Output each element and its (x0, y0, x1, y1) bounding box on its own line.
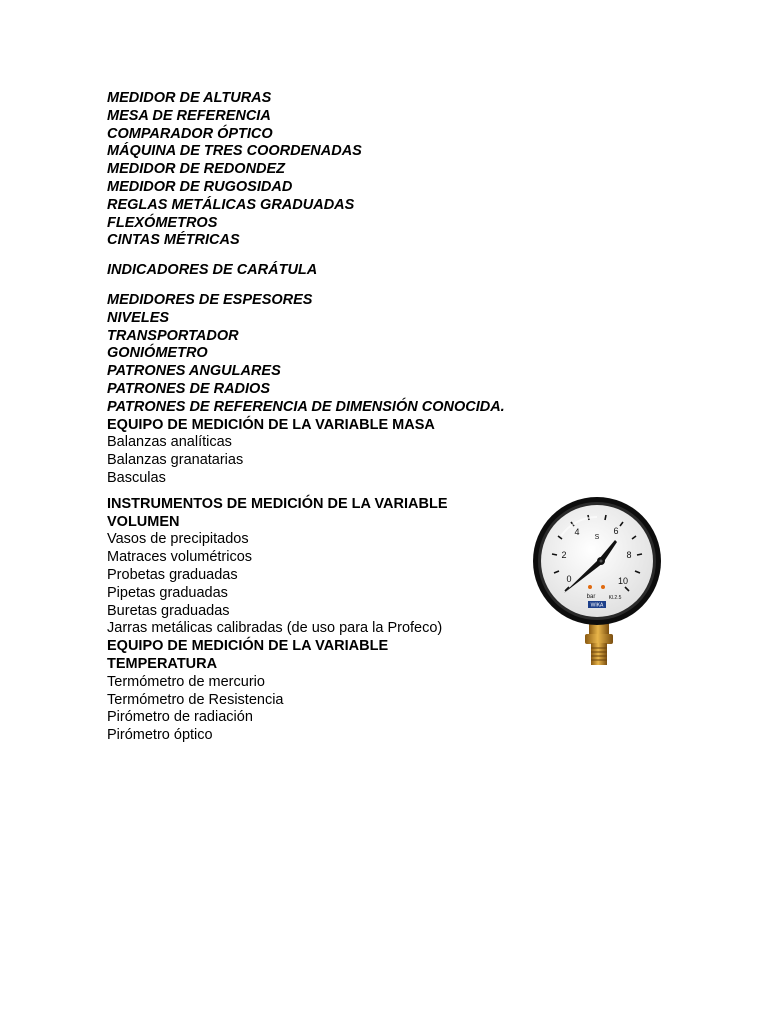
section-heading-mass: EQUIPO DE MEDICIÓN DE LA VARIABLE MASA (107, 416, 435, 433)
volume-section (107, 496, 527, 638)
brand-logo-text: WIKA (590, 602, 604, 609)
list-item: Termómetro de mercurio (107, 673, 265, 690)
list-item: PATRONES ANGULARES (107, 363, 281, 380)
instrument-list-angular (107, 292, 527, 417)
list-item: PATRONES DE REFERENCIA DE DIMENSIÓN CONOCIDA. (107, 398, 505, 415)
document-body (107, 90, 527, 745)
section-heading-volume: INSTRUMENTOS DE MEDICIÓN DE LA VARIABLE (107, 495, 448, 512)
zero-marker (588, 585, 592, 589)
list-item: REGLAS METÁLICAS GRADUADAS (107, 196, 355, 213)
list-item: Termómetro de Resistencia (107, 691, 284, 708)
list-item: Matraces volumétricos (107, 549, 253, 566)
list-item: MESA DE REFERENCIA (107, 107, 271, 124)
list-item-dial-indicators: INDICADORES DE CARÁTULA (107, 262, 318, 279)
mass-section (107, 417, 527, 488)
scale-label: 6 (613, 526, 619, 536)
list-item: GONIÓMETRO (107, 345, 208, 362)
gauge-unit: bar (586, 594, 596, 600)
list-item: FLEXÓMETROS (107, 214, 218, 231)
section-heading-temperature: EQUIPO DE MEDICIÓN DE LA VARIABLE (107, 638, 389, 655)
list-item: NIVELES (107, 309, 170, 326)
pressure-gauge-icon (531, 496, 665, 670)
zero-marker (601, 585, 605, 589)
list-item: PATRONES DE RADIOS (107, 380, 271, 397)
scale-label: 4 (574, 527, 580, 537)
scale-label: 2 (561, 550, 567, 560)
brass-fitting (585, 620, 613, 665)
list-item: Basculas (107, 469, 166, 486)
list-item: CINTAS MÉTRICAS (107, 232, 240, 249)
list-item: Pirómetro de radiación (107, 709, 253, 726)
list-item: Balanzas analíticas (107, 434, 232, 451)
list-item: MEDIDORES DE ESPESORES (107, 291, 313, 308)
scale-label: 8 (626, 550, 632, 560)
list-item: COMPARADOR ÓPTICO (107, 125, 273, 142)
temperature-section (107, 638, 527, 745)
gauge-symbol: S (594, 534, 600, 541)
list-item: MEDIDOR DE REDONDEZ (107, 161, 286, 178)
list-item: MEDIDOR DE ALTURAS (107, 90, 272, 106)
list-item: Pirómetro óptico (107, 727, 213, 744)
gauge-class: Kl.2.5 (608, 595, 622, 601)
list-item: Pipetas graduadas (107, 584, 228, 601)
list-item: Jarras metálicas calibradas (de uso para la Profeco) (107, 620, 443, 637)
section-heading-temperature-cont: TEMPERATURA (107, 655, 218, 672)
scale-label: 0 (566, 574, 572, 584)
list-item: Vasos de precipitados (107, 531, 249, 548)
list-item: Probetas graduadas (107, 566, 238, 583)
list-item: MÁQUINA DE TRES COORDENADAS (107, 143, 362, 160)
list-item: MEDIDOR DE RUGOSIDAD (107, 178, 293, 195)
instrument-list-dimensional (107, 90, 527, 250)
list-item: Buretas graduadas (107, 602, 230, 619)
pressure-gauge-image (531, 496, 665, 670)
scale-label: 10 (617, 576, 629, 586)
list-item: TRANSPORTADOR (107, 327, 239, 344)
section-heading-volume-cont: VOLUMEN (107, 513, 180, 530)
list-item: Balanzas granatarias (107, 452, 244, 469)
